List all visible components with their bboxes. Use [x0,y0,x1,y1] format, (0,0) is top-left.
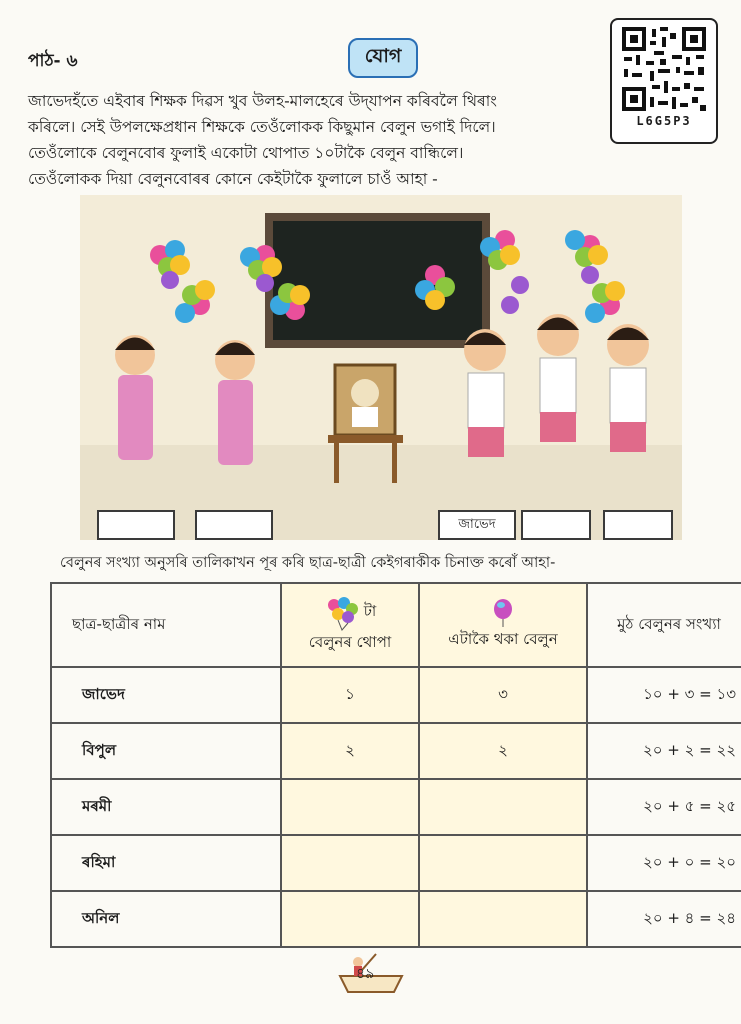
student-name-box[interactable]: জাভেদ [438,510,516,540]
student-name: জাভেদ [51,667,281,723]
intro-paragraph [28,88,603,192]
total-cell: ২০ + ০ = ২০ [587,835,741,891]
header-total: মুঠ বেলুনৰ সংখ্যা [587,583,741,667]
lesson-label: পাঠ- ৬ [28,51,78,71]
bunch-count-cell[interactable]: ২ [281,723,419,779]
classroom-illustration [80,195,682,540]
intro-line: তেওঁলোকে বেলুনবোৰ ফুলাই একোটা থোপাত ১০টাকৈ বেলুন বান্ধিলে। [28,144,464,162]
total-cell: ২০ + ২ = ২২ [587,723,741,779]
student-name-box[interactable] [603,510,673,540]
table-row [51,667,741,723]
single-count-cell[interactable]: ৩ [419,667,587,723]
page-title: যোগ [348,38,418,78]
header-single-label: এটাকৈ থকা বেলুন [448,629,558,648]
header-bunch-label: বেলুনৰ থোপা [308,632,392,651]
table-row [51,779,741,835]
stool [328,435,403,443]
student-name: ৰহিমা [51,835,281,891]
qr-code-icon [620,25,708,113]
single-count-cell[interactable] [419,835,587,891]
single-count-cell[interactable]: ২ [419,723,587,779]
student-name: মৰমী [51,779,281,835]
qr-code[interactable] [610,18,718,144]
table-header-row [51,583,741,667]
single-count-cell[interactable] [419,779,587,835]
instruction-text: বেলুনৰ সংখ্যা অনুসৰি তালিকাখন পূৰ কৰি ছাত্ৰ-ছাত্ৰী কেইগৰাকীক চিনাক্ত কৰোঁ আহা- [60,555,556,571]
header-single [419,583,587,667]
header-bunch-suffix: টা [363,602,377,620]
bunch-count-cell[interactable]: ১ [281,667,419,723]
single-balloon-icon [492,598,514,628]
intro-line: জাভেদহঁতে এইবাৰ শিক্ষক দিৱস খুব উলহ-মালহেৰে উদ্‌যাপন কৰিবলৈ থিৰাং [28,92,497,110]
header-name: ছাত্ৰ-ছাত্ৰীৰ নাম [51,583,281,667]
student-name: অনিল [51,891,281,947]
student-name: বিপুল [51,723,281,779]
header-bunch [281,583,419,667]
student-name-box[interactable] [195,510,273,540]
bunch-count-cell[interactable] [281,779,419,835]
table-row [51,835,741,891]
total-cell: ২০ + ৪ = ২৪ [587,891,741,947]
intro-line: তেওঁলোকক দিয়া বেলুনবোৰৰ কোনে কেইটাকৈ ফুলালে চাওঁ আহা - [28,170,438,188]
bunch-count-cell[interactable] [281,891,419,947]
table-row [51,891,741,947]
single-count-cell[interactable] [419,891,587,947]
total-cell: ২০ + ৫ = ২৫ [587,779,741,835]
page-number: ৪৯ [356,966,375,982]
total-cell: ১০ + ৩ = ১৩ [587,667,741,723]
student-name-box[interactable] [521,510,591,540]
balloon-bunch-icon [324,595,360,631]
qr-code-text: L6G5P3 [636,114,692,128]
intro-line: কৰিলে। সেই উপলক্ষেপ্রধান শিক্ষকে তেওঁলোকক কিছুমান বেলুন ভগাই দিলে। [28,118,496,136]
bunch-count-cell[interactable] [281,835,419,891]
balloon-table [50,582,736,942]
student-name-box[interactable] [97,510,175,540]
table-row [51,723,741,779]
